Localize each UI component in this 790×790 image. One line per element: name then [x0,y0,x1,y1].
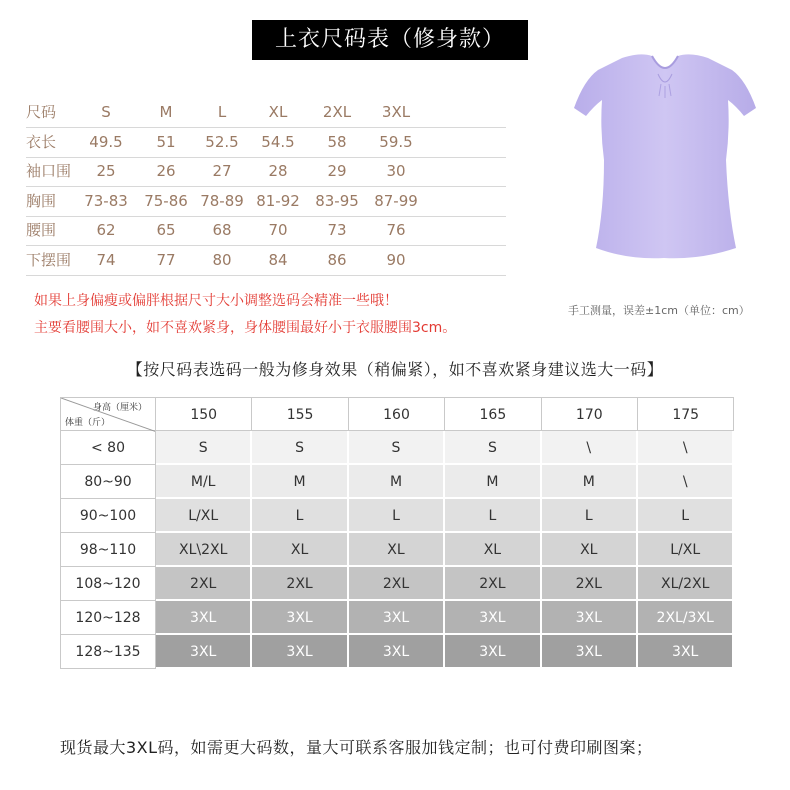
size-cell: 78-89 [200,191,244,210]
size-recommendation: 2XL [156,567,252,601]
size-cell: 75-86 [144,191,188,210]
height-header: 160 [349,397,445,431]
size-cell: 2XL [322,103,352,121]
size-recommendation: M [252,465,348,499]
size-cell: 74 [96,251,116,269]
size-cell: 68 [212,221,232,240]
height-header: 150 [156,397,252,431]
size-cell: M [159,103,173,121]
size-cell: 54.5 [261,132,295,151]
size-cell: 29 [327,162,347,181]
size-recommendation: XL [252,533,348,567]
size-recommendation: L [349,499,445,533]
table-corner [60,397,156,431]
size-cell: 58 [327,132,347,151]
size-table-row [26,157,506,187]
size-row-label: 腰围 [26,221,57,240]
size-cell: 25 [96,162,116,181]
size-recommendation: M [445,465,541,499]
size-table-row [26,128,506,158]
size-recommendation: 2XL [445,567,541,601]
height-header: 175 [638,397,734,431]
note-line-2: 主要看腰围大小，如不喜欢紧身，身体腰围最好小于衣服腰围3cm。 [34,320,457,336]
size-recommendation: L/XL [638,533,734,567]
corner-height-label: 身高（厘米） [92,403,147,413]
size-cell: 59.5 [379,132,413,151]
weight-label: < 80 [60,431,156,465]
size-table-row [26,216,506,246]
size-recommendation: S [349,431,445,465]
measure-note: 手工测量，误差±1cm（单位：cm） [568,304,750,317]
size-cell: 52.5 [205,132,239,151]
weight-label: 80~90 [60,465,156,499]
size-recommendation: 3XL [252,601,348,635]
height-header: 155 [252,397,348,431]
weight-label: 108~120 [60,567,156,601]
size-recommendation: \ [638,431,734,465]
page-title: 上衣尺码表（修身款） [252,20,528,60]
size-cell: 27 [212,162,232,181]
size-row-label: 胸围 [26,191,57,210]
size-recommendation: S [445,431,541,465]
size-recommendation: S [156,431,252,465]
size-recommendation: \ [638,465,734,499]
size-recommendation: 2XL [542,567,638,601]
size-recommendation: 3XL [349,601,445,635]
corner-weight-label: 体重（斤） [65,418,111,428]
size-recommendation: XL\2XL [156,533,252,567]
size-recommendation: 2XL/3XL [638,601,734,635]
weight-label: 90~100 [60,499,156,533]
size-recommendation: 3XL [156,601,252,635]
size-recommendation: L [542,499,638,533]
size-cell: 77 [156,251,176,269]
size-table-header [26,98,506,128]
size-recommendation: 3XL [349,635,445,669]
size-cell: XL [268,103,288,121]
size-cell: 80 [212,251,232,269]
size-row-label: 下摆围 [26,251,72,269]
size-recommendation: S [252,431,348,465]
size-cell: 51 [156,132,176,151]
size-cell: L [217,103,227,121]
size-recommendation: XL [349,533,445,567]
height-header: 165 [445,397,541,431]
weight-label: 98~110 [60,533,156,567]
size-recommendation: L/XL [156,499,252,533]
size-cell: 86 [327,251,347,269]
size-row-label: 尺码 [26,103,57,121]
size-cell: 81-92 [256,191,300,210]
size-recommendation: XL [542,533,638,567]
size-cell: S [101,103,111,121]
shirt-image [560,50,770,265]
size-recommendation: 3XL [445,635,541,669]
size-recommendation: 2XL [252,567,348,601]
size-table-row [26,246,506,276]
size-cell: 87-99 [374,191,418,210]
size-cell: 70 [268,221,288,240]
size-recommendation: 3XL [542,601,638,635]
size-row-label: 袖口围 [26,162,72,181]
size-cell: 65 [156,221,176,240]
size-recommendation: L [445,499,541,533]
size-recommendation: XL/2XL [638,567,734,601]
size-recommendation: 2XL [349,567,445,601]
size-cell: 26 [156,162,176,181]
size-recommendation: M [349,465,445,499]
size-cell: 49.5 [89,132,123,151]
size-recommendation: 3XL [542,635,638,669]
size-cell: 90 [386,251,406,269]
size-cell: 62 [96,221,116,240]
size-table-row [26,187,506,217]
size-recommendation: 3XL [252,635,348,669]
size-recommendation: L [638,499,734,533]
note-line-1: 如果上身偏瘦或偏胖根据尺寸大小调整选码会精准一些哦！ [34,293,398,309]
size-advice: 【按尺码表选码一般为修身效果（稍偏紧），如不喜欢紧身建议选大一码】 [126,360,664,379]
size-cell: 73 [327,221,347,240]
size-recommendation: L [252,499,348,533]
size-recommendation: 3XL [156,635,252,669]
size-cell: 3XL [381,103,411,121]
size-recommendation: M/L [156,465,252,499]
height-header: 170 [542,397,638,431]
weight-label: 128~135 [60,635,156,669]
size-recommendation: M [542,465,638,499]
size-cell: 30 [386,162,406,181]
size-recommendation: \ [542,431,638,465]
size-row-label: 衣长 [26,132,57,151]
footer-note: 现货最大3XL码，如需更大码数，量大可联系客服加钱定制；也可付费印刷图案； [60,738,653,757]
size-recommendation: XL [445,533,541,567]
size-cell: 83-95 [315,191,359,210]
size-recommendation: 3XL [445,601,541,635]
size-cell: 73-83 [84,191,128,210]
size-cell: 76 [386,221,406,240]
size-cell: 28 [268,162,288,181]
size-cell: 84 [268,251,288,269]
weight-label: 120~128 [60,601,156,635]
size-recommendation: 3XL [638,635,734,669]
